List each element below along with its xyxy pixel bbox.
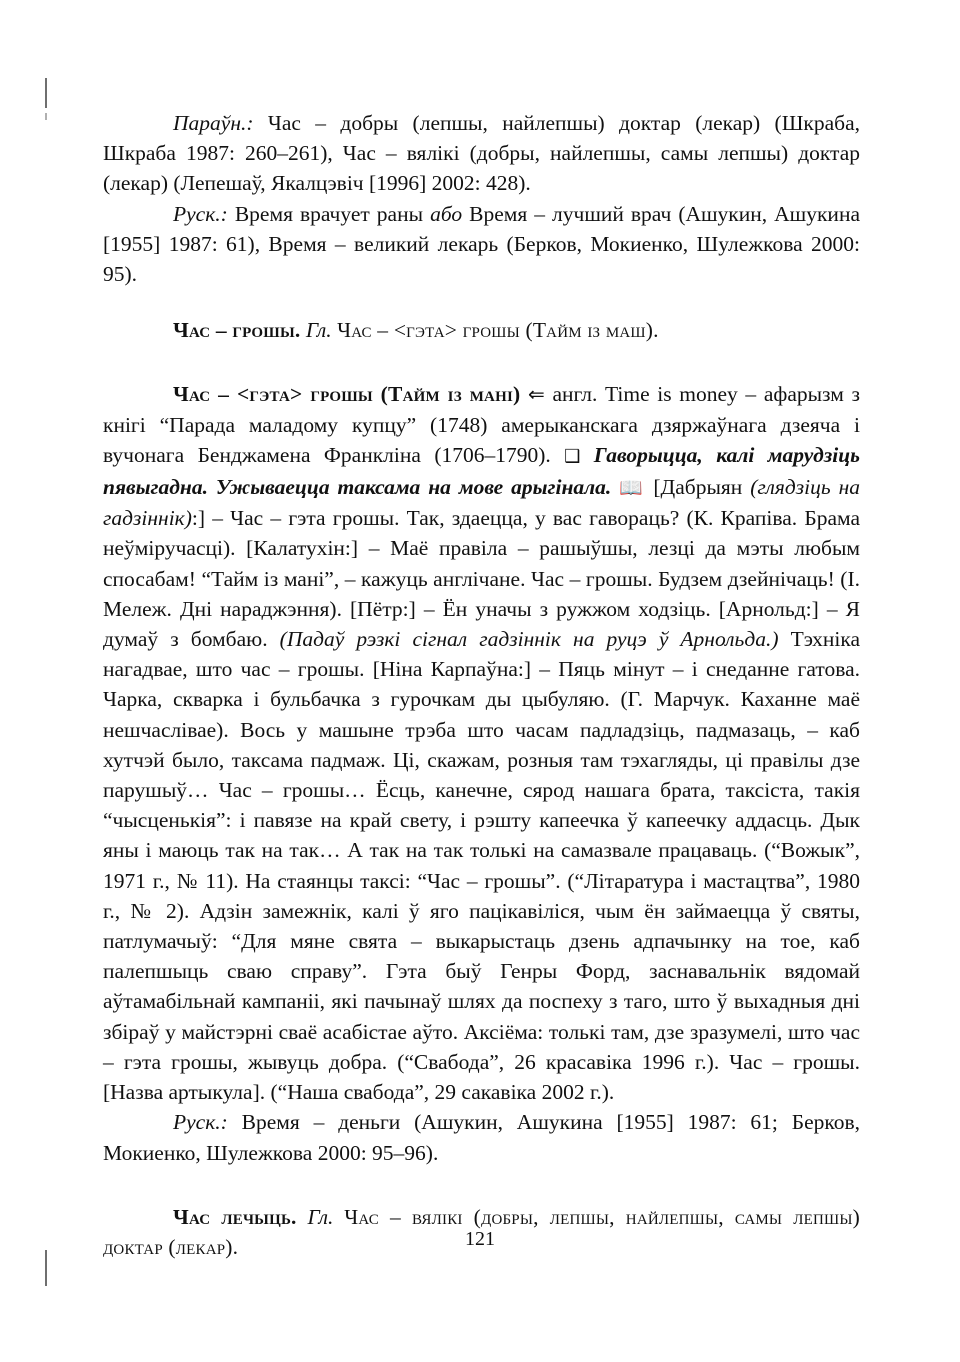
paragraph-paraun-comparison (103, 108, 860, 199)
paragraph-russian-equivalents-1 (103, 199, 860, 290)
crossref-2-see-label: Гл. (307, 1204, 334, 1229)
rusk-1-part-b: Время – лучший врач (Ашукин, Ашукина [1955] 1987: 61), Время – великий лекарь (Берков, Мокиенко, Шулежкова 2000: 95). (103, 201, 860, 287)
label-paraun: Параўн.: (173, 111, 254, 135)
paragraph-russian-equivalents-2 (103, 1107, 860, 1167)
page-text-column (103, 108, 860, 1262)
citation-part-c: Тэхніка нагадвае, што час – грошы. [Ніна Карпаўна:] – Пяць мінут – і снеданне гатова. Чарка, скварка і бульбачка з гурочкам ды цыбуляю. (Г. Марчук. Каханне маё нешчаслівае). Вось у машыне трэба што часам падладзіць, падмазаць, – каб хутчэй было, таксама падмаж. Ці, скажам, розныя там тэхагляды, ці правілы дзе парушыў… Час – грошы… Ёсць, канечне, сярод нашага брата, таксіста, такія “чысценькія”: і павязе на край свету, і рэшту капеечка ў капеечку аддасць. Дык яны і маюць так на так… А так на так толькі на самазвале працаваць. (“Вожык”, 1971 г., № 11). На стаянцы таксі: “Час – грошы”. (“Літаратура і мастацтва”, 1980 г., № 2). Адзін замежнік, калі ў яго пацікавіліся, чым ён займаецца ў святы, патлумачыў: “Для мяне свята – выкарыстаць дзень адпачынку на тое, каб палепшыць сваю справу”. Гэта быў Генры Форд, заснавальнік вядомай аўтамабільнай кампаніі, які пачынаў шлях да поспеху з таго, што ў выхадныя дні збіраў у майстэрні сваё асабістае аўто. Аксіёма: толькі там, дзе зразумелі, што час – гэта грошы, жывуць добра. (“Свабода”, 26 красавіка 1996 г.). Час – грошы. [Назва артыкула]. (“Наша свабода”, 29 сакавіка 2002 г.). (103, 627, 860, 1105)
scan-artifact-top-left-secondary (45, 113, 47, 120)
citation-part-a2: :] – Час – гэта грошы. Так, здаецца, у вас гавораць? (К. Крапіва. Брама неўміручасці). [Калатухін:] – Маё правіла – рашыўшы, лезці да мэты любым спосабам! “Тайм із мані”, – кажуць англічане. Час – грошы. Будзем дзейнічаць! (І. Мележ. Дні нараджэння). [Пётр:] – Ён уначы з ружжом ходзіць. [Арнольд:] – Я думаў з бомбаю. (103, 506, 860, 652)
entry-headword: Час – <гэта> грошы (Тайм із мані) (173, 382, 521, 407)
page-number: 121 (465, 1228, 495, 1250)
label-rusk-2: Руск.: (173, 1110, 228, 1135)
rusk-1-part-a: Время врачует раны (227, 201, 431, 226)
open-book-icon: 📖 (619, 477, 646, 500)
crossref-2-target: Час – вялікі (добры, лепшы, найлепшы, самы лепшы) доктар (лекар). (103, 1204, 861, 1259)
crossref-1-see-label: Гл. (305, 318, 332, 343)
rusk-1-conjunction-abo: або (430, 201, 463, 226)
label-rusk-1: Руск.: (173, 201, 228, 226)
citation-part-a1: [Дабрыян (645, 475, 751, 500)
entry-definition: Гаворыцца, калі марудзіць пявыгадна. Ужываецца таксама на мове арыгінала. (103, 442, 860, 500)
citation-stage-direction-1: (глядзіць на гадзіннік) (103, 475, 860, 531)
left-double-arrow-icon: ⇐ (528, 382, 545, 407)
rusk-2-body: Время – деньги (Ашукин, Ашукина [1955] 1987: 61; Берков, Мокиенко, Шулежкова 2000: 95–96). (103, 1110, 860, 1165)
scan-artifact-bottom-left (45, 1250, 47, 1286)
crossref-2-headword: Час лечыць. (173, 1204, 297, 1229)
paraun-body: Час – добры (лепшы, найлепшы) доктар (лекар) (Шкраба, Шкраба 1987: 260–261), Час – вялікі (добры, найлепшы, самы лепшы) доктар (лекар) (Лепешаў, Якалцэвіч [1996] 2002: 428). (103, 111, 860, 196)
citation-stage-direction-2: (Падаў рэзкі сігнал гадзіннік на руцэ ў Арнольда.) (279, 627, 779, 652)
paragraph-crossref-entry-1 (103, 315, 860, 345)
scan-artifact-top-left (45, 78, 47, 108)
crossref-1-headword: Час – грошы. (173, 318, 301, 343)
entry-etymology: англ. Time is money – афарызм з кнігі “Парада маладому купцу” (1748) амерыканскага дзяржаўнага дзеяча і вучонага Бенджамена Франкліна (1706–1790). (103, 382, 860, 467)
paragraph-main-entry (103, 379, 860, 1107)
crossref-1-target: Час – <гэта> грошы (Тайм із маш). (337, 318, 659, 343)
white-square-icon: ❑ (564, 445, 581, 467)
